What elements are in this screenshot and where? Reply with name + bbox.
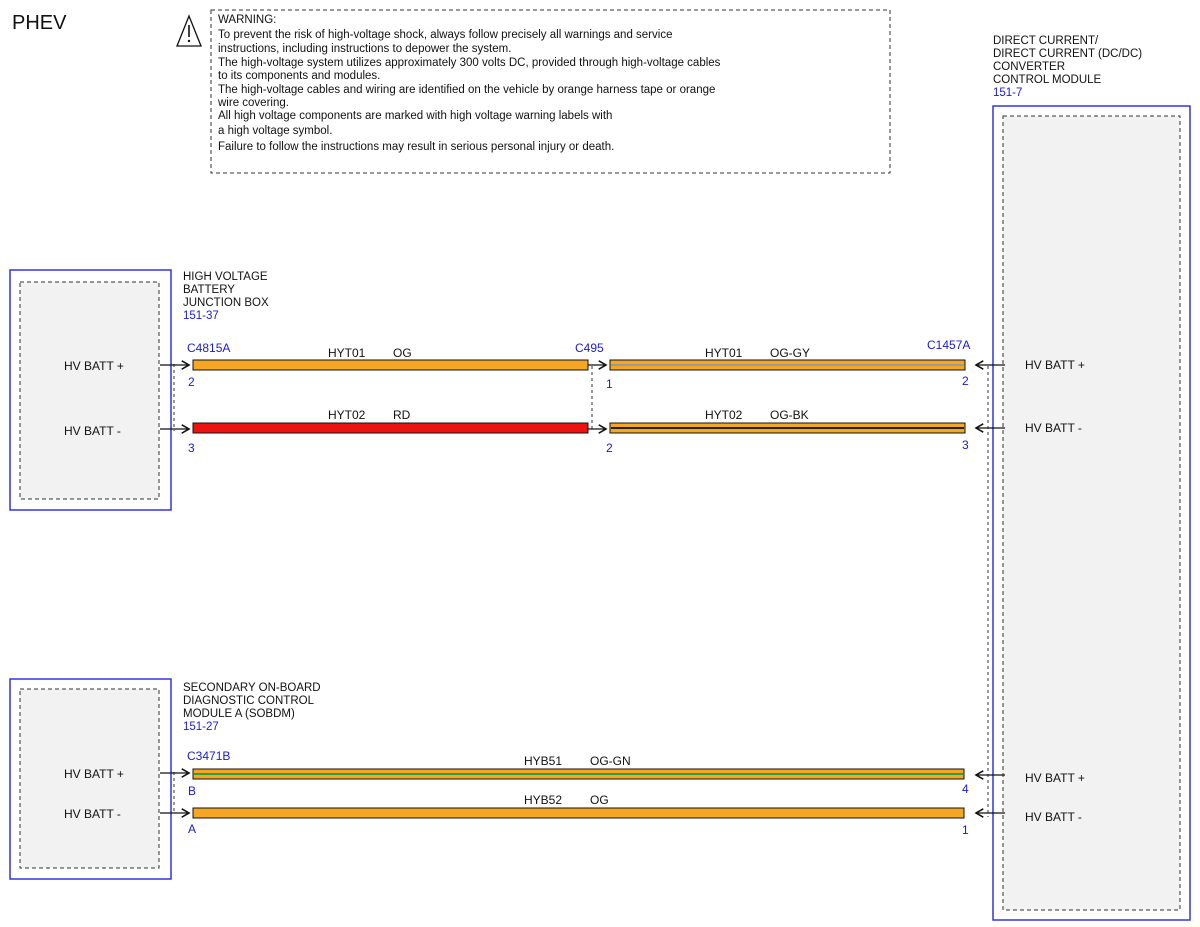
pin-number: 4: [962, 782, 969, 796]
wire-circuit-label: HYT02: [705, 408, 743, 422]
wire-color-label: OG: [393, 346, 412, 360]
pin-number: B: [188, 784, 197, 798]
wire-color-label: OG-GN: [590, 754, 631, 768]
junction-box-name: HIGH VOLTAGE: [183, 271, 268, 283]
junction-box-ref[interactable]: 151-37: [183, 310, 219, 322]
pin-number: 3: [962, 438, 969, 452]
dcdc-pin-label: HV BATT +: [1025, 358, 1085, 372]
dcdc-module-name: DIRECT CURRENT (DC/DC): [993, 48, 1143, 60]
dcdc-pin-label: HV BATT +: [1025, 771, 1085, 785]
connector-name[interactable]: C4815A: [187, 341, 231, 355]
wire-hyb52-og[interactable]: [193, 808, 964, 818]
connector-name[interactable]: C3471B: [187, 749, 231, 763]
pin-number: A: [188, 822, 197, 836]
wire-circuit-label: HYB52: [524, 793, 563, 807]
sobdm-pin-label: HV BATT -: [64, 807, 121, 821]
pin-number: 2: [606, 441, 613, 455]
wire-tracer-stripe: [611, 427, 964, 429]
wire-tracer-stripe: [194, 773, 963, 775]
wire-circuit-label: HYT02: [328, 408, 366, 422]
pin-number: 3: [188, 441, 195, 455]
dcdc-pin-label: HV BATT -: [1025, 810, 1082, 824]
page-title: PHEV: [12, 12, 67, 34]
warning-line: All high voltage components are marked with high voltage warning labels with: [218, 110, 613, 122]
wire-color-label: OG-BK: [770, 408, 809, 422]
warning-icon: [177, 16, 201, 46]
warning-line: The high-voltage cables and wiring are identified on the vehicle by orange harness tape or orange: [218, 84, 716, 96]
wire-hyt01-og-gy[interactable]: [610, 360, 965, 370]
connector-name[interactable]: C1457A: [927, 338, 971, 352]
warning-line: to its components and modules.: [218, 70, 381, 82]
dcdc-module-name: CONVERTER: [993, 61, 1065, 73]
warning-line: instructions, including instructions to depower the system.: [218, 43, 512, 55]
wire-circuit-label: HYB51: [524, 754, 563, 768]
dcdc-module-name: CONTROL MODULE: [993, 74, 1102, 86]
wire-color-label: OG-GY: [770, 346, 811, 360]
sobdm-ref[interactable]: 151-27: [183, 721, 219, 733]
junction-box-name: BATTERY: [183, 284, 235, 296]
dcdc-module[interactable]: [993, 106, 1190, 920]
wire-hyt02-og-bk[interactable]: [610, 423, 965, 433]
wire-tracer-stripe: [611, 364, 964, 366]
sobdm-name: MODULE A (SOBDM): [183, 708, 295, 720]
warning-line: a high voltage symbol.: [218, 125, 333, 137]
wire-circuit-label: HYT01: [328, 346, 366, 360]
pin-number: 1: [962, 823, 969, 837]
wire-body: [193, 423, 588, 433]
wire-color-label: OG: [590, 793, 609, 807]
dcdc-module-name: DIRECT CURRENT/: [993, 35, 1099, 47]
junction-box-pin-label: HV BATT +: [64, 359, 124, 373]
dcdc-pin-label: HV BATT -: [1025, 421, 1082, 435]
pin-number: 2: [188, 375, 195, 389]
wire-hyb51-og-gn[interactable]: [193, 769, 964, 779]
connector-name[interactable]: C495: [575, 341, 604, 355]
sobdm-pin-label: HV BATT +: [64, 767, 124, 781]
wire-hyt02-rd[interactable]: [193, 423, 588, 433]
junction-box-pin-label: HV BATT -: [64, 424, 121, 438]
wire-color-label: RD: [393, 408, 411, 422]
sobdm-name: SECONDARY ON-BOARD: [183, 682, 321, 694]
wire-body: [193, 360, 588, 370]
junction-box-module[interactable]: [10, 270, 171, 510]
dcdc-module-ref[interactable]: 151-7: [993, 87, 1023, 99]
wire-circuit-label: HYT01: [705, 346, 743, 360]
warning-line: Failure to follow the instructions may result in serious personal injury or death.: [218, 141, 615, 153]
warning-panel: [177, 10, 890, 173]
wire-hyt01-og[interactable]: [193, 360, 588, 370]
junction-box-name: JUNCTION BOX: [183, 297, 269, 309]
wire-body: [193, 808, 964, 818]
warning-line: To prevent the risk of high-voltage shock, always follow precisely all warnings and service: [218, 29, 673, 41]
warning-line: WARNING:: [218, 14, 277, 26]
sobdm-name: DIAGNOSTIC CONTROL: [183, 695, 314, 707]
warning-line: The high-voltage system utilizes approximately 300 volts DC, provided through high-voltage cables: [218, 57, 721, 69]
pin-number: 1: [606, 377, 613, 391]
pin-number: 2: [962, 374, 969, 388]
warning-line: wire covering.: [218, 97, 289, 109]
